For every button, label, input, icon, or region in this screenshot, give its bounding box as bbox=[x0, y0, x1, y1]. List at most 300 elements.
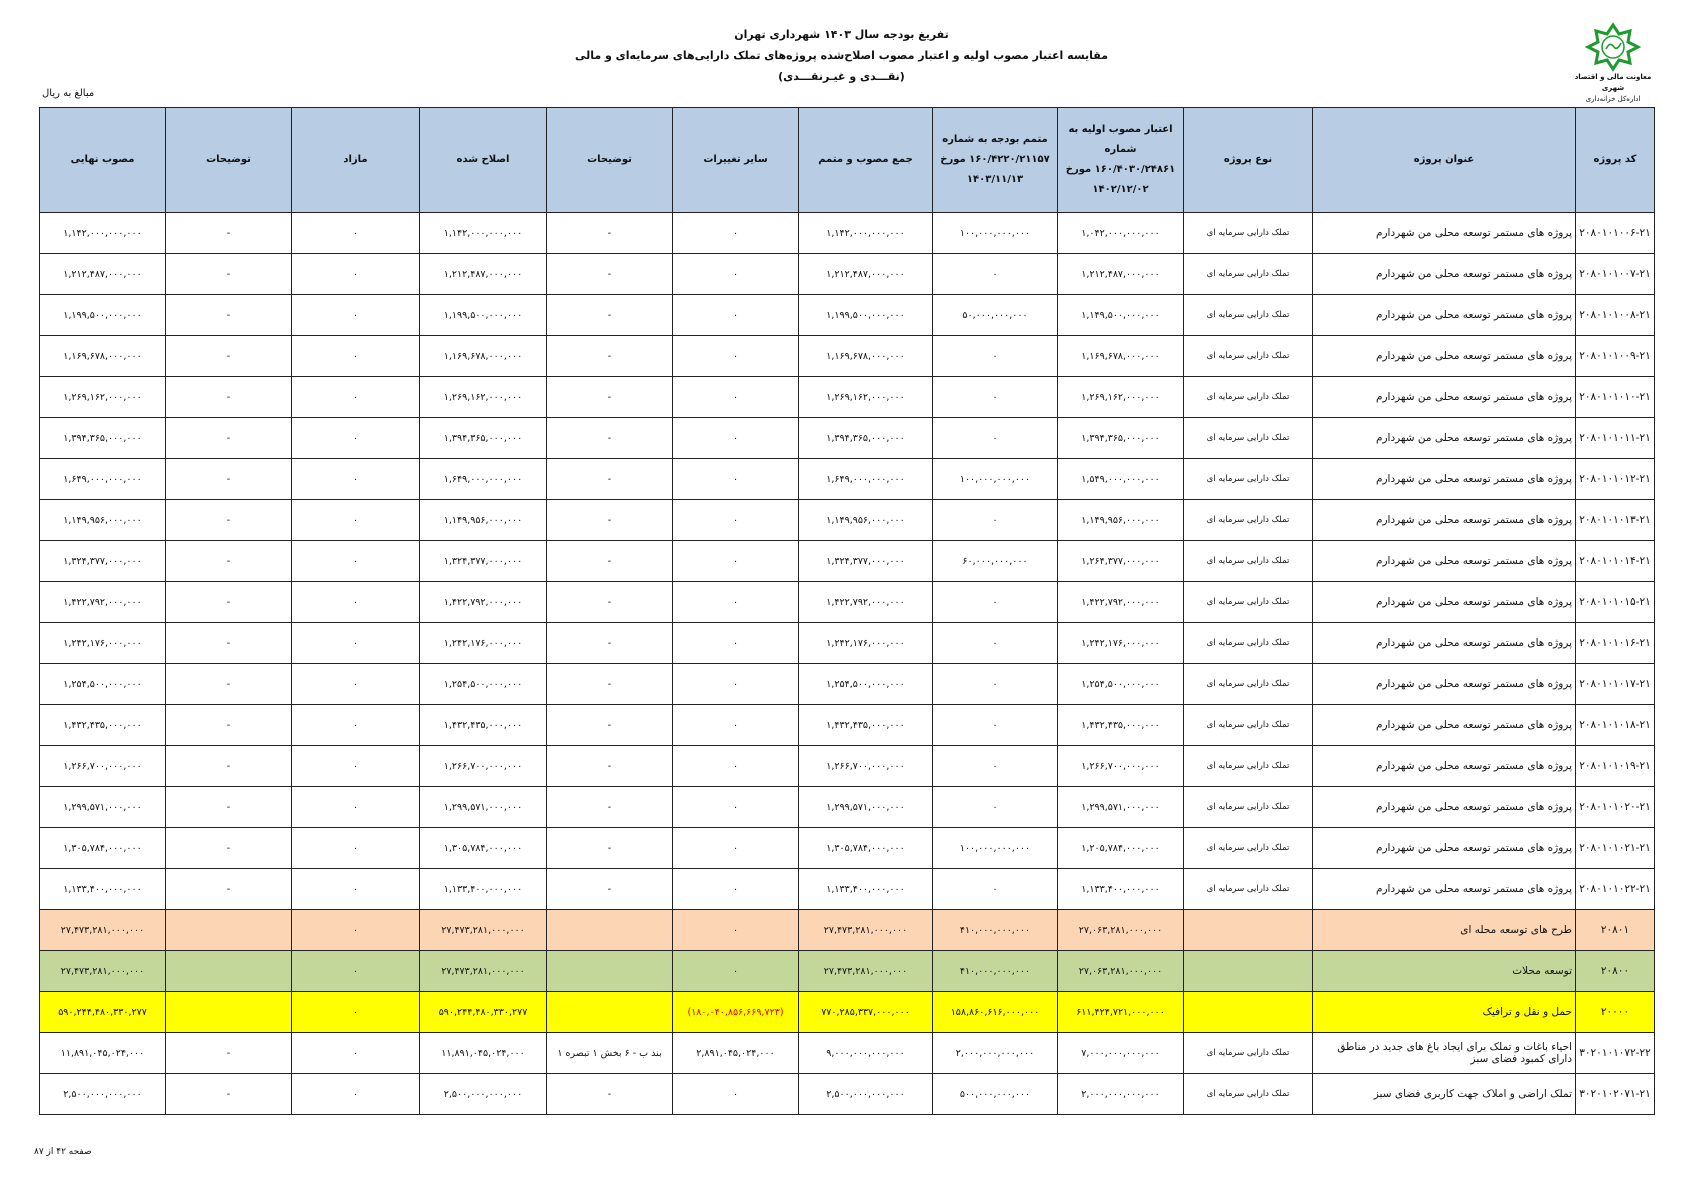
cell-notes: - bbox=[547, 828, 673, 869]
cell-notes: - bbox=[547, 213, 673, 254]
cell-revised: ۱,۲۶۶,۷۰۰,۰۰۰,۰۰۰ bbox=[420, 746, 547, 787]
cell-notes: - bbox=[547, 746, 673, 787]
cell-notes bbox=[547, 992, 673, 1033]
cell-supplement: ۰ bbox=[933, 787, 1058, 828]
cell-final-approved: ۱,۱۴۲,۰۰۰,۰۰۰,۰۰۰ bbox=[40, 213, 166, 254]
cell-other-changes: ۰ bbox=[673, 1074, 799, 1115]
cell-title: پروژه های مستمر توسعه محلی من شهردارم bbox=[1313, 746, 1576, 787]
cell-notes-2: - bbox=[166, 213, 292, 254]
cell-revised: ۱,۴۲۲,۷۹۲,۰۰۰,۰۰۰ bbox=[420, 582, 547, 623]
cell-initial-approved: ۲۷,۰۶۳,۲۸۱,۰۰۰,۰۰۰ bbox=[1058, 951, 1184, 992]
table-row bbox=[40, 254, 1655, 295]
cell-revised: ۱,۱۳۳,۴۰۰,۰۰۰,۰۰۰ bbox=[420, 869, 547, 910]
cell-type: تملک دارایی سرمایه ای bbox=[1184, 1074, 1313, 1115]
cell-notes-2: - bbox=[166, 1074, 292, 1115]
cell-title: پروژه های مستمر توسعه محلی من شهردارم bbox=[1313, 295, 1576, 336]
table-row bbox=[40, 951, 1655, 992]
cell-type: تملک دارایی سرمایه ای bbox=[1184, 254, 1313, 295]
cell-notes: - bbox=[547, 1074, 673, 1115]
table-header-row bbox=[40, 108, 1655, 213]
cell-title: پروژه های مستمر توسعه محلی من شهردارم bbox=[1313, 377, 1576, 418]
cell-notes bbox=[547, 951, 673, 992]
cell-notes: - bbox=[547, 418, 673, 459]
cell-notes bbox=[547, 910, 673, 951]
cell-code: ۳۰۲۰۱۰۱۰۷۲-۲۲ bbox=[1576, 1033, 1655, 1074]
cell-final-approved: ۱,۱۹۹,۵۰۰,۰۰۰,۰۰۰ bbox=[40, 295, 166, 336]
cell-title: پروژه های مستمر توسعه محلی من شهردارم bbox=[1313, 582, 1576, 623]
cell-notes: - bbox=[547, 787, 673, 828]
cell-notes-2: - bbox=[166, 705, 292, 746]
cell-title: طرح های توسعه محله ای bbox=[1313, 910, 1576, 951]
cell-revised: ۱,۲۹۹,۵۷۱,۰۰۰,۰۰۰ bbox=[420, 787, 547, 828]
cell-supplement: ۱۵۸,۸۶۰,۶۱۶,۰۰۰,۰۰۰ bbox=[933, 992, 1058, 1033]
cell-final-approved: ۱,۱۴۹,۹۵۶,۰۰۰,۰۰۰ bbox=[40, 500, 166, 541]
cell-supplement: ۱۰۰,۰۰۰,۰۰۰,۰۰۰ bbox=[933, 459, 1058, 500]
cell-revised: ۱,۲۱۲,۴۸۷,۰۰۰,۰۰۰ bbox=[420, 254, 547, 295]
cell-surplus: ۰ bbox=[292, 910, 420, 951]
cell-final-approved: ۱,۲۶۹,۱۶۲,۰۰۰,۰۰۰ bbox=[40, 377, 166, 418]
table-row bbox=[40, 910, 1655, 951]
cell-surplus: ۰ bbox=[292, 582, 420, 623]
table-row bbox=[40, 459, 1655, 500]
cell-initial-approved: ۱,۱۴۹,۵۰۰,۰۰۰,۰۰۰ bbox=[1058, 295, 1184, 336]
cell-type: تملک دارایی سرمایه ای bbox=[1184, 459, 1313, 500]
cell-notes-2: - bbox=[166, 336, 292, 377]
cell-other-changes: ۰ bbox=[673, 869, 799, 910]
cell-approved-total: ۱,۱۴۲,۰۰۰,۰۰۰,۰۰۰ bbox=[799, 213, 933, 254]
cell-final-approved: ۱,۲۹۹,۵۷۱,۰۰۰,۰۰۰ bbox=[40, 787, 166, 828]
table-row bbox=[40, 541, 1655, 582]
cell-code: ۲۰۸۰۱۰۱۰۱۴-۲۱ bbox=[1576, 541, 1655, 582]
cell-initial-approved: ۱,۴۳۲,۴۳۵,۰۰۰,۰۰۰ bbox=[1058, 705, 1184, 746]
cell-final-approved: ۱,۲۶۶,۷۰۰,۰۰۰,۰۰۰ bbox=[40, 746, 166, 787]
cell-supplement: ۰ bbox=[933, 377, 1058, 418]
cell-approved-total: ۱,۳۹۴,۳۶۵,۰۰۰,۰۰۰ bbox=[799, 418, 933, 459]
cell-title: پروژه های مستمر توسعه محلی من شهردارم bbox=[1313, 664, 1576, 705]
cell-initial-approved: ۱,۳۹۴,۳۶۵,۰۰۰,۰۰۰ bbox=[1058, 418, 1184, 459]
cell-code: ۲۰۸۰۱۰۱۰۱۸-۲۱ bbox=[1576, 705, 1655, 746]
cell-initial-approved: ۲۷,۰۶۳,۲۸۱,۰۰۰,۰۰۰ bbox=[1058, 910, 1184, 951]
cell-type: تملک دارایی سرمایه ای bbox=[1184, 664, 1313, 705]
cell-other-changes: ۰ bbox=[673, 541, 799, 582]
cell-supplement: ۰ bbox=[933, 746, 1058, 787]
cell-other-changes: ۰ bbox=[673, 623, 799, 664]
cell-final-approved: ۱۱,۸۹۱,۰۴۵,۰۲۴,۰۰۰ bbox=[40, 1033, 166, 1074]
table-row bbox=[40, 1074, 1655, 1115]
cell-type bbox=[1184, 992, 1313, 1033]
cell-revised: ۱,۳۹۴,۳۶۵,۰۰۰,۰۰۰ bbox=[420, 418, 547, 459]
cell-approved-total: ۱,۴۲۲,۷۹۲,۰۰۰,۰۰۰ bbox=[799, 582, 933, 623]
column-header-surplus: مازاد bbox=[292, 108, 420, 213]
cell-notes-2 bbox=[166, 910, 292, 951]
table-row bbox=[40, 787, 1655, 828]
cell-notes-2: - bbox=[166, 1033, 292, 1074]
cell-surplus: ۰ bbox=[292, 705, 420, 746]
cell-code: ۲۰۸۰۱۰۱۰۱۳-۲۱ bbox=[1576, 500, 1655, 541]
cell-notes-2: - bbox=[166, 746, 292, 787]
cell-code: ۲۰۸۰۱۰۱۰۱۶-۲۱ bbox=[1576, 623, 1655, 664]
cell-notes-2: - bbox=[166, 828, 292, 869]
cell-type bbox=[1184, 910, 1313, 951]
cell-title: پروژه های مستمر توسعه محلی من شهردارم bbox=[1313, 500, 1576, 541]
cell-surplus: ۰ bbox=[292, 500, 420, 541]
cell-approved-total: ۱,۲۶۹,۱۶۲,۰۰۰,۰۰۰ bbox=[799, 377, 933, 418]
cell-initial-approved: ۷,۰۰۰,۰۰۰,۰۰۰,۰۰۰ bbox=[1058, 1033, 1184, 1074]
cell-code: ۲۰۸۰۱۰۱۰۲۲-۲۱ bbox=[1576, 869, 1655, 910]
cell-type: تملک دارایی سرمایه ای bbox=[1184, 869, 1313, 910]
cell-notes: - bbox=[547, 664, 673, 705]
cell-other-changes: ۰ bbox=[673, 705, 799, 746]
logo-line-1: معاونت مالی و اقتصاد شهری bbox=[1574, 73, 1652, 92]
cell-notes: - bbox=[547, 541, 673, 582]
cell-code: ۲۰۸۰۱۰۱۰۱۷-۲۱ bbox=[1576, 664, 1655, 705]
cell-surplus: ۰ bbox=[292, 828, 420, 869]
cell-type: تملک دارایی سرمایه ای bbox=[1184, 1033, 1313, 1074]
cell-approved-total: ۱,۲۶۶,۷۰۰,۰۰۰,۰۰۰ bbox=[799, 746, 933, 787]
cell-final-approved: ۵۹۰,۲۴۴,۴۸۰,۳۳۰,۲۷۷ bbox=[40, 992, 166, 1033]
cell-notes: بند ب - ۶ بخش ۱ تبصره ۱ bbox=[547, 1033, 673, 1074]
cell-title: حمل و نقل و ترافیک bbox=[1313, 992, 1576, 1033]
table-row bbox=[40, 336, 1655, 377]
cell-other-changes: ۰ bbox=[673, 336, 799, 377]
cell-revised: ۱,۳۲۴,۳۷۷,۰۰۰,۰۰۰ bbox=[420, 541, 547, 582]
cell-code: ۲۰۸۰۱۰۱۰۱۲-۲۱ bbox=[1576, 459, 1655, 500]
title-line-2: مقایسه اعتبار مصوب اولیه و اعتبار مصوب اصلاح‌شده پروژه‌های تملک دارایی‌های سرمایه‌ای و مالی bbox=[574, 49, 1109, 62]
title-line-3: (نقـــدی و غیـرنقـــدی) bbox=[778, 70, 905, 83]
cell-type: تملک دارایی سرمایه ای bbox=[1184, 213, 1313, 254]
column-header-other-changes: سایر تغییرات bbox=[673, 108, 799, 213]
cell-notes-2 bbox=[166, 951, 292, 992]
cell-notes-2: - bbox=[166, 582, 292, 623]
cell-title: پروژه های مستمر توسعه محلی من شهردارم bbox=[1313, 623, 1576, 664]
cell-other-changes: ۰ bbox=[673, 951, 799, 992]
cell-code: ۲۰۸۰۱۰۱۰۰۸-۲۱ bbox=[1576, 295, 1655, 336]
cell-notes: - bbox=[547, 500, 673, 541]
budget-table bbox=[39, 107, 1655, 1115]
cell-title: پروژه های مستمر توسعه محلی من شهردارم bbox=[1313, 828, 1576, 869]
cell-other-changes: ۰ bbox=[673, 295, 799, 336]
cell-notes-2: - bbox=[166, 254, 292, 295]
cell-title: پروژه های مستمر توسعه محلی من شهردارم bbox=[1313, 459, 1576, 500]
cell-initial-approved: ۱,۲۶۶,۷۰۰,۰۰۰,۰۰۰ bbox=[1058, 746, 1184, 787]
cell-type: تملک دارایی سرمایه ای bbox=[1184, 705, 1313, 746]
cell-other-changes: ۰ bbox=[673, 746, 799, 787]
cell-surplus: ۰ bbox=[292, 951, 420, 992]
cell-initial-approved: ۱,۲۹۹,۵۷۱,۰۰۰,۰۰۰ bbox=[1058, 787, 1184, 828]
cell-initial-approved: ۱,۲۶۹,۱۶۲,۰۰۰,۰۰۰ bbox=[1058, 377, 1184, 418]
cell-final-approved: ۱,۳۹۴,۳۶۵,۰۰۰,۰۰۰ bbox=[40, 418, 166, 459]
cell-initial-approved: ۱,۱۶۹,۶۷۸,۰۰۰,۰۰۰ bbox=[1058, 336, 1184, 377]
cell-type: تملک دارایی سرمایه ای bbox=[1184, 418, 1313, 459]
cell-code: ۲۰۸۰۱۰۱۰۲۱-۲۱ bbox=[1576, 828, 1655, 869]
cell-notes: - bbox=[547, 377, 673, 418]
cell-approved-total: ۱,۳۰۵,۷۸۴,۰۰۰,۰۰۰ bbox=[799, 828, 933, 869]
cell-code: ۲۰۸۰۱۰۱۰۱۹-۲۱ bbox=[1576, 746, 1655, 787]
cell-notes-2 bbox=[166, 992, 292, 1033]
cell-final-approved: ۱,۲۱۲,۴۸۷,۰۰۰,۰۰۰ bbox=[40, 254, 166, 295]
cell-approved-total: ۱,۱۴۹,۹۵۶,۰۰۰,۰۰۰ bbox=[799, 500, 933, 541]
cell-supplement: ۰ bbox=[933, 664, 1058, 705]
cell-title: پروژه های مستمر توسعه محلی من شهردارم bbox=[1313, 213, 1576, 254]
table-row bbox=[40, 828, 1655, 869]
table-row bbox=[40, 869, 1655, 910]
cell-title: احیاء باغات و تملک برای ایجاد باغ های جدید در مناطق دارای کمبود فضای سبز bbox=[1313, 1033, 1576, 1074]
cell-approved-total: ۲۷,۴۷۳,۲۸۱,۰۰۰,۰۰۰ bbox=[799, 910, 933, 951]
cell-final-approved: ۲۷,۴۷۳,۲۸۱,۰۰۰,۰۰۰ bbox=[40, 910, 166, 951]
cell-revised: ۱,۲۵۴,۵۰۰,۰۰۰,۰۰۰ bbox=[420, 664, 547, 705]
column-header-revised: اصلاح شده bbox=[420, 108, 547, 213]
cell-title: پروژه های مستمر توسعه محلی من شهردارم bbox=[1313, 254, 1576, 295]
tehran-municipality-emblem-icon bbox=[1581, 22, 1645, 72]
column-header-type: نوع پروژه bbox=[1184, 108, 1313, 213]
column-header-code: کد پروژه bbox=[1576, 108, 1655, 213]
cell-other-changes: ۰ bbox=[673, 418, 799, 459]
cell-code: ۲۰۸۰۰ bbox=[1576, 951, 1655, 992]
cell-initial-approved: ۱,۰۴۲,۰۰۰,۰۰۰,۰۰۰ bbox=[1058, 213, 1184, 254]
cell-approved-total: ۱,۱۳۳,۴۰۰,۰۰۰,۰۰۰ bbox=[799, 869, 933, 910]
cell-final-approved: ۱,۳۲۴,۳۷۷,۰۰۰,۰۰۰ bbox=[40, 541, 166, 582]
cell-notes: - bbox=[547, 295, 673, 336]
cell-initial-approved: ۱,۲۵۴,۵۰۰,۰۰۰,۰۰۰ bbox=[1058, 664, 1184, 705]
cell-other-changes: ۰ bbox=[673, 910, 799, 951]
cell-revised: ۱,۶۴۹,۰۰۰,۰۰۰,۰۰۰ bbox=[420, 459, 547, 500]
cell-surplus: ۰ bbox=[292, 213, 420, 254]
cell-revised: ۲۷,۴۷۳,۲۸۱,۰۰۰,۰۰۰ bbox=[420, 951, 547, 992]
column-header-initial-approved: اعتبار مصوب اولیه به شماره ۱۶۰/۴۰۳۰/۲۴۸۶۱ مورخ ۱۴۰۲/۱۲/۰۲ bbox=[1058, 108, 1184, 213]
cell-other-changes: ۰ bbox=[673, 787, 799, 828]
cell-notes-2: - bbox=[166, 869, 292, 910]
cell-supplement: ۱۰۰,۰۰۰,۰۰۰,۰۰۰ bbox=[933, 828, 1058, 869]
cell-other-changes: ۰ bbox=[673, 254, 799, 295]
cell-final-approved: ۱,۴۳۲,۴۳۵,۰۰۰,۰۰۰ bbox=[40, 705, 166, 746]
cell-supplement: ۰ bbox=[933, 336, 1058, 377]
cell-final-approved: ۲۷,۴۷۳,۲۸۱,۰۰۰,۰۰۰ bbox=[40, 951, 166, 992]
cell-title: توسعه محلات bbox=[1313, 951, 1576, 992]
cell-code: ۳۰۲۰۱۰۲۰۷۱-۲۱ bbox=[1576, 1074, 1655, 1115]
table-row bbox=[40, 705, 1655, 746]
cell-type: تملک دارایی سرمایه ای bbox=[1184, 336, 1313, 377]
cell-surplus: ۰ bbox=[292, 336, 420, 377]
table-row bbox=[40, 213, 1655, 254]
table-row bbox=[40, 377, 1655, 418]
cell-code: ۲۰۸۰۱ bbox=[1576, 910, 1655, 951]
cell-supplement: ۰ bbox=[933, 254, 1058, 295]
cell-supplement: ۴۱۰,۰۰۰,۰۰۰,۰۰۰ bbox=[933, 951, 1058, 992]
cell-notes: - bbox=[547, 459, 673, 500]
cell-type: تملک دارایی سرمایه ای bbox=[1184, 377, 1313, 418]
cell-revised: ۱,۲۴۲,۱۷۶,۰۰۰,۰۰۰ bbox=[420, 623, 547, 664]
cell-type: تملک دارایی سرمایه ای bbox=[1184, 582, 1313, 623]
table-row bbox=[40, 664, 1655, 705]
cell-notes-2: - bbox=[166, 295, 292, 336]
cell-surplus: ۰ bbox=[292, 459, 420, 500]
cell-surplus: ۰ bbox=[292, 992, 420, 1033]
cell-notes-2: - bbox=[166, 664, 292, 705]
cell-notes-2: - bbox=[166, 459, 292, 500]
cell-approved-total: ۱,۲۵۴,۵۰۰,۰۰۰,۰۰۰ bbox=[799, 664, 933, 705]
cell-initial-approved: ۱,۱۴۹,۹۵۶,۰۰۰,۰۰۰ bbox=[1058, 500, 1184, 541]
cell-supplement: ۵۰۰,۰۰۰,۰۰۰,۰۰۰ bbox=[933, 1074, 1058, 1115]
cell-type: تملک دارایی سرمایه ای bbox=[1184, 623, 1313, 664]
cell-surplus: ۰ bbox=[292, 1033, 420, 1074]
cell-final-approved: ۱,۱۶۹,۶۷۸,۰۰۰,۰۰۰ bbox=[40, 336, 166, 377]
cell-supplement: ۰ bbox=[933, 623, 1058, 664]
cell-initial-approved: ۱,۲۱۲,۴۸۷,۰۰۰,۰۰۰ bbox=[1058, 254, 1184, 295]
cell-surplus: ۰ bbox=[292, 377, 420, 418]
cell-supplement: ۴۱۰,۰۰۰,۰۰۰,۰۰۰ bbox=[933, 910, 1058, 951]
cell-code: ۲۰۸۰۱۰۱۰۱۱-۲۱ bbox=[1576, 418, 1655, 459]
cell-revised: ۱,۴۳۲,۴۳۵,۰۰۰,۰۰۰ bbox=[420, 705, 547, 746]
cell-title: پروژه های مستمر توسعه محلی من شهردارم bbox=[1313, 541, 1576, 582]
cell-surplus: ۰ bbox=[292, 746, 420, 787]
cell-surplus: ۰ bbox=[292, 869, 420, 910]
cell-approved-total: ۱,۱۹۹,۵۰۰,۰۰۰,۰۰۰ bbox=[799, 295, 933, 336]
cell-type: تملک دارایی سرمایه ای bbox=[1184, 787, 1313, 828]
cell-code: ۲۰۸۰۱۰۱۰۰۷-۲۱ bbox=[1576, 254, 1655, 295]
column-header-approved-total: جمع مصوب و متمم bbox=[799, 108, 933, 213]
cell-supplement: ۱۰۰,۰۰۰,۰۰۰,۰۰۰ bbox=[933, 213, 1058, 254]
cell-initial-approved: ۱,۴۲۲,۷۹۲,۰۰۰,۰۰۰ bbox=[1058, 582, 1184, 623]
cell-notes-2: - bbox=[166, 623, 292, 664]
cell-surplus: ۰ bbox=[292, 787, 420, 828]
cell-code: ۲۰۰۰۰ bbox=[1576, 992, 1655, 1033]
cell-revised: ۲۷,۴۷۳,۲۸۱,۰۰۰,۰۰۰ bbox=[420, 910, 547, 951]
cell-approved-total: ۹,۰۰۰,۰۰۰,۰۰۰,۰۰۰ bbox=[799, 1033, 933, 1074]
cell-type: تملک دارایی سرمایه ای bbox=[1184, 541, 1313, 582]
cell-initial-approved: ۶۱۱,۴۲۴,۷۲۱,۰۰۰,۰۰۰ bbox=[1058, 992, 1184, 1033]
cell-revised: ۱,۱۶۹,۶۷۸,۰۰۰,۰۰۰ bbox=[420, 336, 547, 377]
cell-revised: ۱,۱۹۹,۵۰۰,۰۰۰,۰۰۰ bbox=[420, 295, 547, 336]
table-row bbox=[40, 746, 1655, 787]
cell-supplement: ۰ bbox=[933, 869, 1058, 910]
cell-code: ۲۰۸۰۱۰۱۰۰۹-۲۱ bbox=[1576, 336, 1655, 377]
cell-revised: ۲,۵۰۰,۰۰۰,۰۰۰,۰۰۰ bbox=[420, 1074, 547, 1115]
cell-type: تملک دارایی سرمایه ای bbox=[1184, 295, 1313, 336]
table-row bbox=[40, 992, 1655, 1033]
cell-notes-2: - bbox=[166, 787, 292, 828]
cell-notes: - bbox=[547, 336, 673, 377]
cell-code: ۲۰۸۰۱۰۱۰۲۰-۲۱ bbox=[1576, 787, 1655, 828]
cell-approved-total: ۲۷,۴۷۳,۲۸۱,۰۰۰,۰۰۰ bbox=[799, 951, 933, 992]
column-header-final-approved: مصوب نهایی bbox=[40, 108, 166, 213]
cell-approved-total: ۱,۳۲۴,۳۷۷,۰۰۰,۰۰۰ bbox=[799, 541, 933, 582]
cell-type: تملک دارایی سرمایه ای bbox=[1184, 500, 1313, 541]
cell-revised: ۱,۱۴۹,۹۵۶,۰۰۰,۰۰۰ bbox=[420, 500, 547, 541]
cell-other-changes: ۰ bbox=[673, 459, 799, 500]
cell-supplement: ۲,۰۰۰,۰۰۰,۰۰۰,۰۰۰ bbox=[933, 1033, 1058, 1074]
cell-revised: ۱,۱۴۲,۰۰۰,۰۰۰,۰۰۰ bbox=[420, 213, 547, 254]
cell-other-changes: ۰ bbox=[673, 828, 799, 869]
cell-other-changes: ۰ bbox=[673, 213, 799, 254]
cell-revised: ۱,۳۰۵,۷۸۴,۰۰۰,۰۰۰ bbox=[420, 828, 547, 869]
cell-approved-total: ۱,۶۴۹,۰۰۰,۰۰۰,۰۰۰ bbox=[799, 459, 933, 500]
municipality-logo bbox=[1563, 22, 1663, 105]
cell-other-changes: ۰ bbox=[673, 377, 799, 418]
column-header-notes: توضیحات bbox=[547, 108, 673, 213]
page-number: صفحه ۴۲ از ۸۷ bbox=[34, 1147, 92, 1157]
cell-initial-approved: ۱,۵۴۹,۰۰۰,۰۰۰,۰۰۰ bbox=[1058, 459, 1184, 500]
cell-other-changes: ۰ bbox=[673, 500, 799, 541]
cell-approved-total: ۱,۱۶۹,۶۷۸,۰۰۰,۰۰۰ bbox=[799, 336, 933, 377]
cell-surplus: ۰ bbox=[292, 664, 420, 705]
column-header-supplement: متمم بودجه به شماره ۱۶۰/۴۲۲۰/۲۱۱۵۷ مورخ ۱۴۰۳/۱۱/۱۳ bbox=[933, 108, 1058, 213]
cell-surplus: ۰ bbox=[292, 623, 420, 664]
cell-other-changes: ۲,۸۹۱,۰۴۵,۰۲۴,۰۰۰ bbox=[673, 1033, 799, 1074]
cell-final-approved: ۱,۶۴۹,۰۰۰,۰۰۰,۰۰۰ bbox=[40, 459, 166, 500]
table-row bbox=[40, 418, 1655, 459]
cell-title: پروژه های مستمر توسعه محلی من شهردارم bbox=[1313, 418, 1576, 459]
cell-supplement: ۰ bbox=[933, 500, 1058, 541]
cell-notes: - bbox=[547, 254, 673, 295]
cell-notes: - bbox=[547, 582, 673, 623]
cell-revised: ۱۱,۸۹۱,۰۴۵,۰۲۴,۰۰۰ bbox=[420, 1033, 547, 1074]
cell-type: تملک دارایی سرمایه ای bbox=[1184, 746, 1313, 787]
cell-other-changes: (۱۸۰,۰۴۰,۸۵۶,۶۶۹,۷۲۳) bbox=[673, 992, 799, 1033]
table-row bbox=[40, 623, 1655, 664]
cell-approved-total: ۱,۲۱۲,۴۸۷,۰۰۰,۰۰۰ bbox=[799, 254, 933, 295]
cell-approved-total: ۷۷۰,۲۸۵,۳۳۷,۰۰۰,۰۰۰ bbox=[799, 992, 933, 1033]
cell-type bbox=[1184, 951, 1313, 992]
cell-notes: - bbox=[547, 623, 673, 664]
cell-final-approved: ۲,۵۰۰,۰۰۰,۰۰۰,۰۰۰ bbox=[40, 1074, 166, 1115]
cell-initial-approved: ۲,۰۰۰,۰۰۰,۰۰۰,۰۰۰ bbox=[1058, 1074, 1184, 1115]
cell-supplement: ۰ bbox=[933, 705, 1058, 746]
cell-initial-approved: ۱,۱۳۳,۴۰۰,۰۰۰,۰۰۰ bbox=[1058, 869, 1184, 910]
table-row bbox=[40, 295, 1655, 336]
column-header-notes-2: توضیحات bbox=[166, 108, 292, 213]
cell-code: ۲۰۸۰۱۰۱۰۰۶-۲۱ bbox=[1576, 213, 1655, 254]
cell-notes-2: - bbox=[166, 418, 292, 459]
table-row bbox=[40, 500, 1655, 541]
cell-final-approved: ۱,۴۲۲,۷۹۲,۰۰۰,۰۰۰ bbox=[40, 582, 166, 623]
cell-other-changes: ۰ bbox=[673, 582, 799, 623]
cell-initial-approved: ۱,۲۴۲,۱۷۶,۰۰۰,۰۰۰ bbox=[1058, 623, 1184, 664]
cell-surplus: ۰ bbox=[292, 418, 420, 459]
cell-initial-approved: ۱,۲۶۴,۳۷۷,۰۰۰,۰۰۰ bbox=[1058, 541, 1184, 582]
cell-supplement: ۶۰,۰۰۰,۰۰۰,۰۰۰ bbox=[933, 541, 1058, 582]
cell-notes: - bbox=[547, 705, 673, 746]
cell-type: تملک دارایی سرمایه ای bbox=[1184, 828, 1313, 869]
cell-title: تملک اراضی و املاک جهت کاربری فضای سبز bbox=[1313, 1074, 1576, 1115]
cell-supplement: ۰ bbox=[933, 418, 1058, 459]
column-header-title: عنوان پروژه bbox=[1313, 108, 1576, 213]
units-label: مبالغ به ریال bbox=[42, 88, 95, 99]
cell-initial-approved: ۱,۲۰۵,۷۸۴,۰۰۰,۰۰۰ bbox=[1058, 828, 1184, 869]
cell-approved-total: ۲,۵۰۰,۰۰۰,۰۰۰,۰۰۰ bbox=[799, 1074, 933, 1115]
title-line-1: تفریغ بودجه سال ۱۴۰۳ شهرداری تهران bbox=[734, 28, 949, 41]
cell-title: پروژه های مستمر توسعه محلی من شهردارم bbox=[1313, 869, 1576, 910]
cell-approved-total: ۱,۲۹۹,۵۷۱,۰۰۰,۰۰۰ bbox=[799, 787, 933, 828]
table-row bbox=[40, 1033, 1655, 1074]
cell-approved-total: ۱,۴۳۲,۴۳۵,۰۰۰,۰۰۰ bbox=[799, 705, 933, 746]
cell-notes-2: - bbox=[166, 500, 292, 541]
cell-final-approved: ۱,۲۵۴,۵۰۰,۰۰۰,۰۰۰ bbox=[40, 664, 166, 705]
cell-notes: - bbox=[547, 869, 673, 910]
cell-title: پروژه های مستمر توسعه محلی من شهردارم bbox=[1313, 787, 1576, 828]
cell-surplus: ۰ bbox=[292, 295, 420, 336]
cell-other-changes: ۰ bbox=[673, 664, 799, 705]
cell-code: ۲۰۸۰۱۰۱۰۱۰-۲۱ bbox=[1576, 377, 1655, 418]
cell-final-approved: ۱,۲۴۲,۱۷۶,۰۰۰,۰۰۰ bbox=[40, 623, 166, 664]
cell-supplement: ۰ bbox=[933, 582, 1058, 623]
cell-final-approved: ۱,۳۰۵,۷۸۴,۰۰۰,۰۰۰ bbox=[40, 828, 166, 869]
logo-line-2: اداره‌کل خزانه‌داری bbox=[1585, 95, 1641, 103]
cell-surplus: ۰ bbox=[292, 254, 420, 295]
cell-notes-2: - bbox=[166, 541, 292, 582]
cell-title: پروژه های مستمر توسعه محلی من شهردارم bbox=[1313, 336, 1576, 377]
cell-surplus: ۰ bbox=[292, 541, 420, 582]
table-row bbox=[40, 582, 1655, 623]
